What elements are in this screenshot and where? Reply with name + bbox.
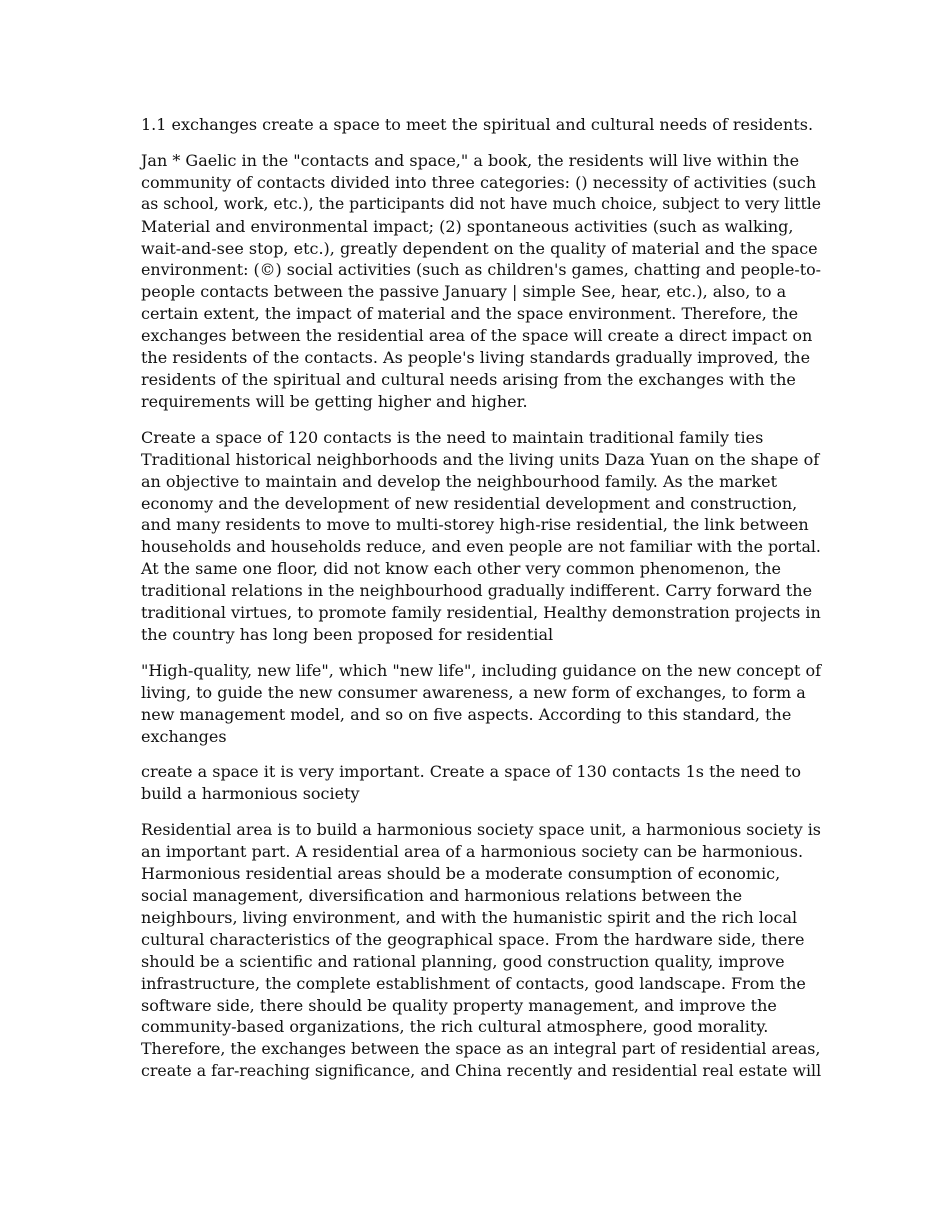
text-line: people contacts between the passive January | simple See, hear, etc.), also, to a [141,282,787,302]
text-line: requirements will be getting higher and higher. [141,391,528,411]
text-line: traditional virtues, to promote family residential, Healthy demonstration projects in [141,603,821,623]
text-line: the country has long been proposed for residential [141,624,554,644]
text-line: as school, work, etc.), the participants did not have much choice, subject to very little [141,194,822,213]
text-line: an objective to maintain and develop the neighbourhood family. As the market [141,471,778,491]
text-line: households and households reduce, and even people are not familiar with the portal. [141,537,821,557]
text-line: and many residents to move to multi-storey high-rise residential, the link between [141,515,809,535]
text-line: exchanges between the residential area of the space will create a direct impact on [141,326,813,346]
text-line: create a far-reaching significance, and China recently and residential real estate will [141,1061,822,1081]
text-line: the residents of the contacts. As people's living standards gradually improved, the [141,348,811,368]
text-line: "High-quality, new life", which "new life", including guidance on the new concept of [141,660,822,680]
text-line: residents of the spiritual and cultural needs arising from the exchanges with the [141,369,796,389]
heading-paragraph [141,114,821,136]
text-line: Traditional historical neighborhoods and the living units Daza Yuan on the shape of [141,449,820,469]
text-line: Material and environmental impact; (2) spontaneous activities (such as walking, [141,216,794,236]
contacts-categories-paragraph [141,150,821,413]
harmonious-society-heading-paragraph [141,761,821,805]
text-line: build a harmonious society [141,784,360,804]
text-line: Harmonious residential areas should be a moderate consumption of economic, [141,864,781,884]
text-line: community-based organizations, the rich cultural atmosphere, good morality. [141,1017,769,1037]
text-line: an important part. A residential area of a harmonious society can be harmonious. [141,842,804,862]
text-line: At the same one floor, did not know each other very common phenomenon, the [141,559,781,579]
text-line: economy and the development of new residential development and construction, [141,493,798,513]
text-line: cultural characteristics of the geographical space. From the hardware side, there [141,929,805,949]
text-line: Residential area is to build a harmonious society space unit, a harmonious society is [141,820,821,840]
family-ties-paragraph [141,427,821,646]
text-line: social management, diversification and harmonious relations between the [141,886,743,905]
new-life-paragraph [141,660,821,748]
text-line: neighbours, living environment, and with the humanistic spirit and the rich local [141,907,798,927]
document-page [141,114,821,1096]
text-line: should be a scientific and rational planning, good construction quality, improve [141,951,785,971]
text-line: exchanges [141,726,227,746]
text-line: create a space it is very important. Create a space of 130 contacts 1s the need to [141,762,801,782]
text-line: Create a space of 120 contacts is the need to maintain traditional family ties [141,427,764,447]
text-line: infrastructure, the complete establishment of contacts, good landscape. From the [141,973,806,993]
text-line: Jan * Gaelic in the "contacts and space," a book, the residents will live within the [141,150,800,170]
residential-area-paragraph [141,819,821,1082]
text-line: Therefore, the exchanges between the space as an integral part of residential areas, [141,1039,821,1059]
text-line: environment: (©) social activities (such as children's games, chatting and people-to- [141,260,822,280]
text-line: new management model, and so on five aspects. According to this standard, the [141,704,792,724]
text-line: traditional relations in the neighbourhood gradually indifferent. Carry forward the [141,581,813,601]
text-line: living, to guide the new consumer awareness, a new form of exchanges, to form a [141,682,806,702]
text-line: wait-and-see stop, etc.), greatly dependent on the quality of material and the space [141,238,818,258]
text-line: community of contacts divided into three categories: () necessity of activities (such [141,172,817,192]
text-line: software side, there should be quality property management, and improve the [141,995,777,1015]
text-line: 1.1 exchanges create a space to meet the spiritual and cultural needs of residents. [141,115,814,134]
text-line: certain extent, the impact of material and the space environment. Therefore, the [141,304,799,324]
